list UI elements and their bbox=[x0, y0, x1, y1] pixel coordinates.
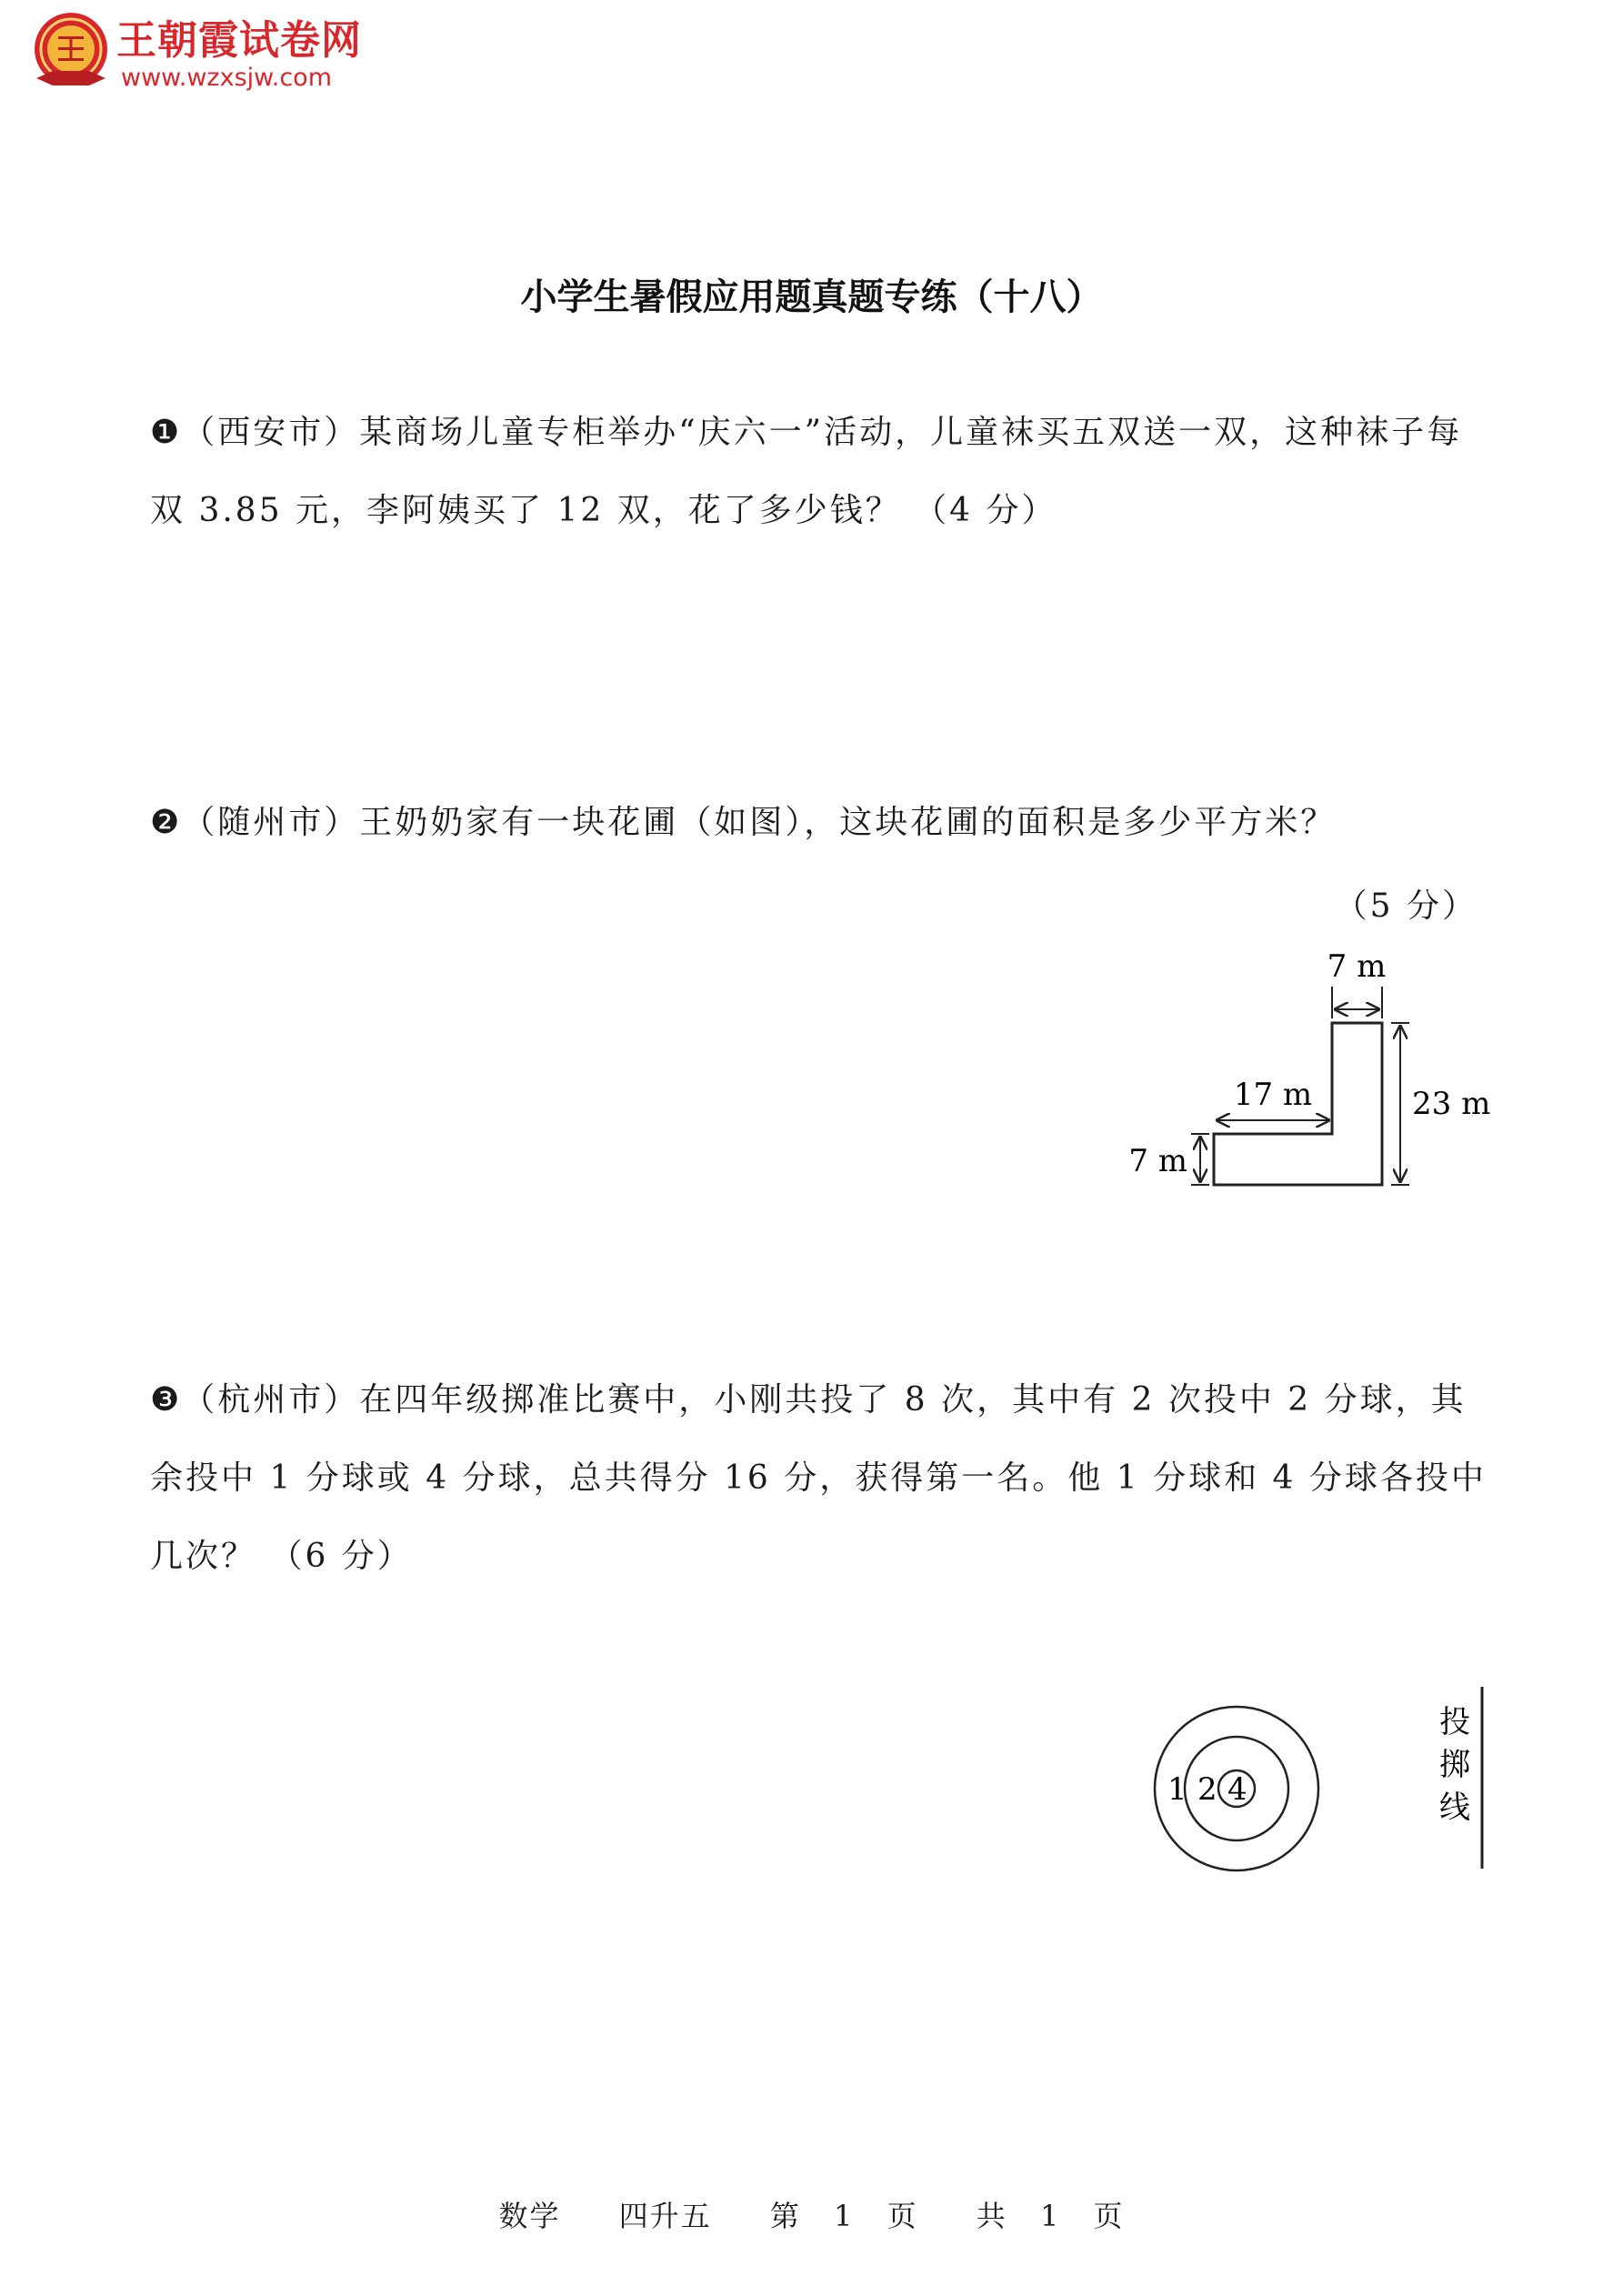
question-2 bbox=[150, 784, 1496, 862]
question-3-number: ❸ bbox=[150, 1381, 183, 1419]
label-height: 23 m bbox=[1412, 1086, 1491, 1122]
l-shape-figure bbox=[1109, 946, 1509, 1200]
question-2-score: （5 分） bbox=[1334, 887, 1478, 925]
footer-grade: 四升五 bbox=[618, 2199, 712, 2233]
target-rings-figure bbox=[1141, 1687, 1523, 1882]
brand-name: 王朝霞试卷网 bbox=[116, 17, 362, 64]
seal-badge-icon bbox=[25, 7, 116, 98]
ring-middle-label: 2 bbox=[1197, 1771, 1217, 1808]
throw-line-char-3: 线 bbox=[1439, 1790, 1470, 1826]
question-1-text: （西安市）某商场儿童专柜举办“庆六一”活动，儿童袜买五双送一双，这种袜子每双 3.85 元，李阿姨买了 12 双，花了多少钱？ （4 分） bbox=[150, 414, 1463, 529]
brand-url[interactable]: www.wzxsjw.com bbox=[121, 64, 333, 92]
label-top-width: 7 m bbox=[1327, 948, 1387, 985]
question-1 bbox=[150, 394, 1496, 550]
question-2-number: ❷ bbox=[150, 804, 183, 841]
label-bottom-length: 17 m bbox=[1233, 1077, 1313, 1113]
page-title: 小学生暑假应用题真题专练（十八） bbox=[520, 276, 1103, 318]
question-3 bbox=[150, 1361, 1496, 1596]
question-1-number: ❶ bbox=[150, 414, 183, 451]
footer-page: 第 1 页 bbox=[769, 2199, 918, 2233]
footer-subject: 数学 bbox=[498, 2199, 561, 2233]
footer-total: 共 1 页 bbox=[976, 2199, 1125, 2233]
throw-line-char-1: 投 bbox=[1439, 1704, 1470, 1740]
throw-line-char-2: 掷 bbox=[1439, 1747, 1470, 1783]
label-bottom-height: 7 m bbox=[1128, 1143, 1187, 1179]
ring-outer-label: 1 bbox=[1167, 1771, 1187, 1808]
question-2-text: （随州市）王奶奶家有一块花圃（如图），这块花圃的面积是多少平方米？ bbox=[182, 804, 1337, 841]
page-footer bbox=[0, 2193, 1623, 2235]
ring-inner-label: 4 bbox=[1227, 1771, 1247, 1808]
question-3-text: （杭州市）在四年级掷准比赛中，小刚共投了 8 次，其中有 2 次投中 2 分球，其余投中 1 分球或 4 分球，总共得分 16 分，获得第一名。他 1 分球和 4 分球各投中几次？ （6 分） bbox=[150, 1381, 1487, 1575]
